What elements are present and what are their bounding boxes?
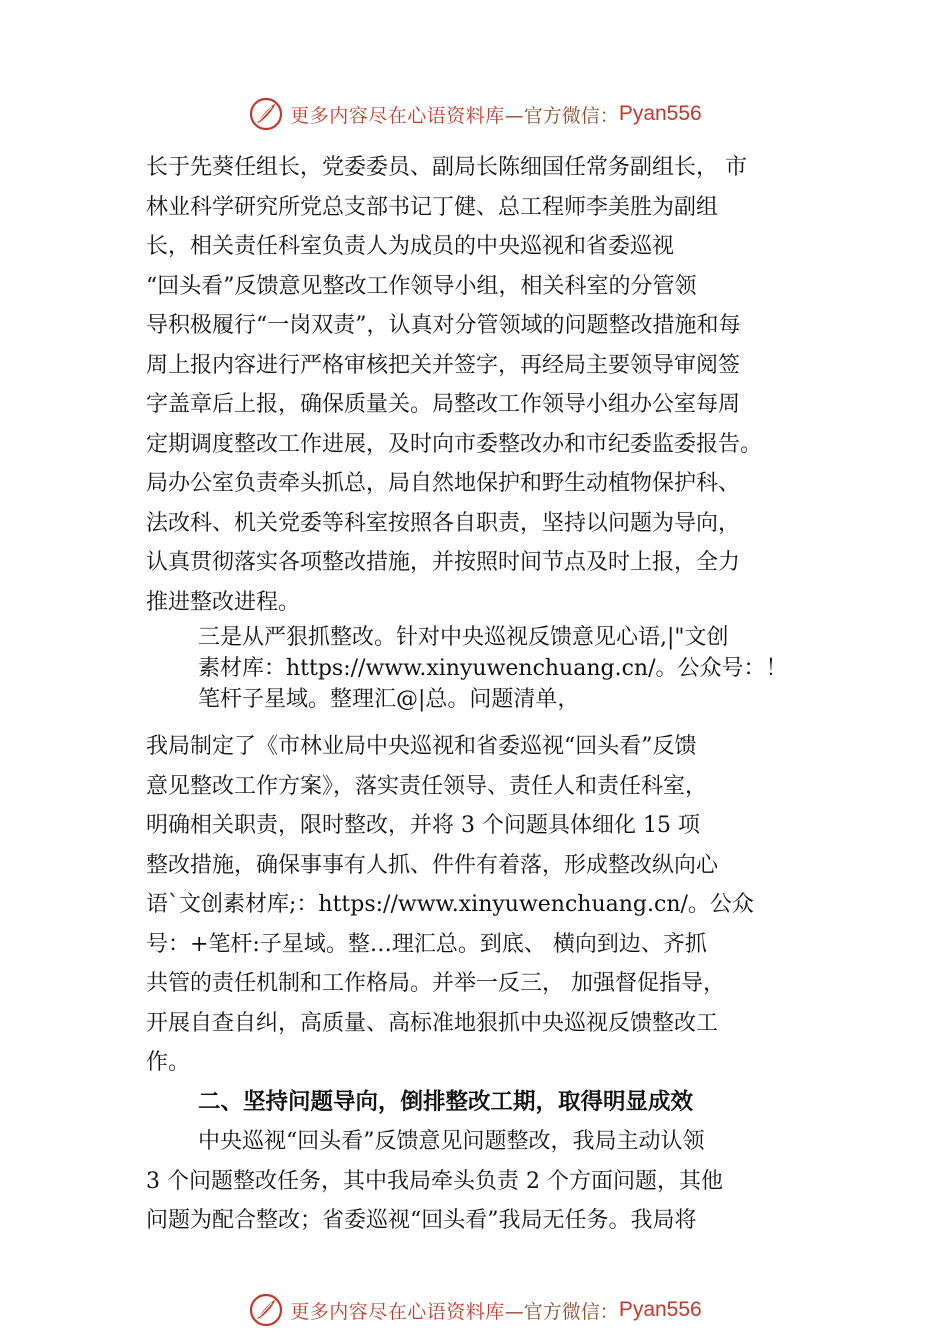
text-line: 意见整改工作方案》，落实责任领导、责任人和责任科室， (146, 773, 708, 799)
text-line: 长，相关责任科室负责人为成员的中央巡视和省委巡视 (146, 234, 675, 259)
text-line: 局办公室负责牵头抓总，局自然地保护和野生动植物保护科、 (146, 471, 741, 496)
text-line: 字盖章后上报，确保质量关。局整改工作领导小组办公室每周 (146, 392, 741, 417)
text-line: 我局制定了《市林业局中央巡视和省委巡视“回头看”反馈 (146, 734, 697, 759)
text-line: 语`文创素材库;：https://www.xinyuwenchuang.cn/。公众 (146, 892, 754, 917)
section-heading: 二、坚持问题导向，倒排整改工期，取得明显成效 (198, 1088, 694, 1115)
text-line: 开展自查自纠，高质量、高标准地狠抓中央巡视反馈整改工 (146, 1010, 719, 1036)
text-line: 推进整改进程。 (146, 589, 301, 615)
text-line: 林业科学研究所党总支部书记丁健、总工程师李美胜为副组 (146, 194, 719, 220)
banner-wechat-id: Pyan556 (618, 1298, 702, 1321)
footer-watermark-banner (0, 1290, 950, 1330)
text-line: 作。 (146, 1050, 191, 1075)
text-line: 周上报内容进行严格审核把关并签字，再经局主要领导审阅签 (146, 352, 741, 378)
banner-wechat-label: —官方微信： (504, 104, 619, 127)
text-line: “回头看”反馈意见整改工作领导小组，相关科室的分管领 (146, 273, 697, 299)
text-line: 笔杆子星域。整理汇@|总。问题清单， (198, 687, 580, 712)
quill-seal-icon (248, 1292, 284, 1328)
banner-wechat-id: Pyan556 (618, 102, 702, 125)
document-body (146, 148, 836, 1241)
text-line: 整改措施，确保事事有人抓、件件有着落，形成整改纵向心 (146, 852, 719, 878)
text-line: 共管的责任机制和工作格局。并举一反三， 加强督促指导， (146, 971, 725, 996)
text-line: 法改科、机关党委等科室按照各自职责，坚持以问题为导向， (146, 510, 741, 536)
banner-site-name: 更多内容尽在心语资料库 (290, 1300, 505, 1323)
header-watermark-banner (0, 94, 950, 134)
banner-site-name: 更多内容尽在心语资料库 (290, 104, 505, 127)
quill-seal-icon (248, 96, 284, 132)
text-line: 认真贯彻落实各项整改措施，并按照时间节点及时上报，全力 (146, 550, 741, 575)
text-line: 定期调度整改工作进展，及时向市委整改办和市纪委监委报告。 (146, 431, 763, 457)
text-line: 长于先葵任组长，党委委员、副局长陈细国任常务副组长， 市 (146, 155, 747, 180)
text-line: 明确相关职责，限时整改，并将 3 个问题具体细化 15 项 (146, 813, 700, 838)
banner-wechat-label: —官方微信： (504, 1300, 619, 1323)
text-line: 中央巡视“回头看”反馈意见问题整改，我局主动认领 (198, 1129, 705, 1154)
text-line: 导积极履行“一岗双责”，认真对分管领域的问题整改措施和每 (146, 313, 741, 338)
text-line: 3 个问题整改任务，其中我局牵头负责 2 个方面问题，其他 (146, 1168, 723, 1194)
text-line: 问题为配合整改；省委巡视“回头看”我局无任务。我局将 (146, 1208, 697, 1233)
text-line: 素材库：https://www.xinyuwenchuang.cn/。公众号：！ (198, 656, 788, 681)
text-line: 号：+笔杆:子星域。整…理汇总。到底、 横向到边、齐抓 (146, 931, 707, 957)
text-line: 三是从严狠抓整改。针对中央巡视反馈意见心语,|"文创 (198, 625, 729, 650)
